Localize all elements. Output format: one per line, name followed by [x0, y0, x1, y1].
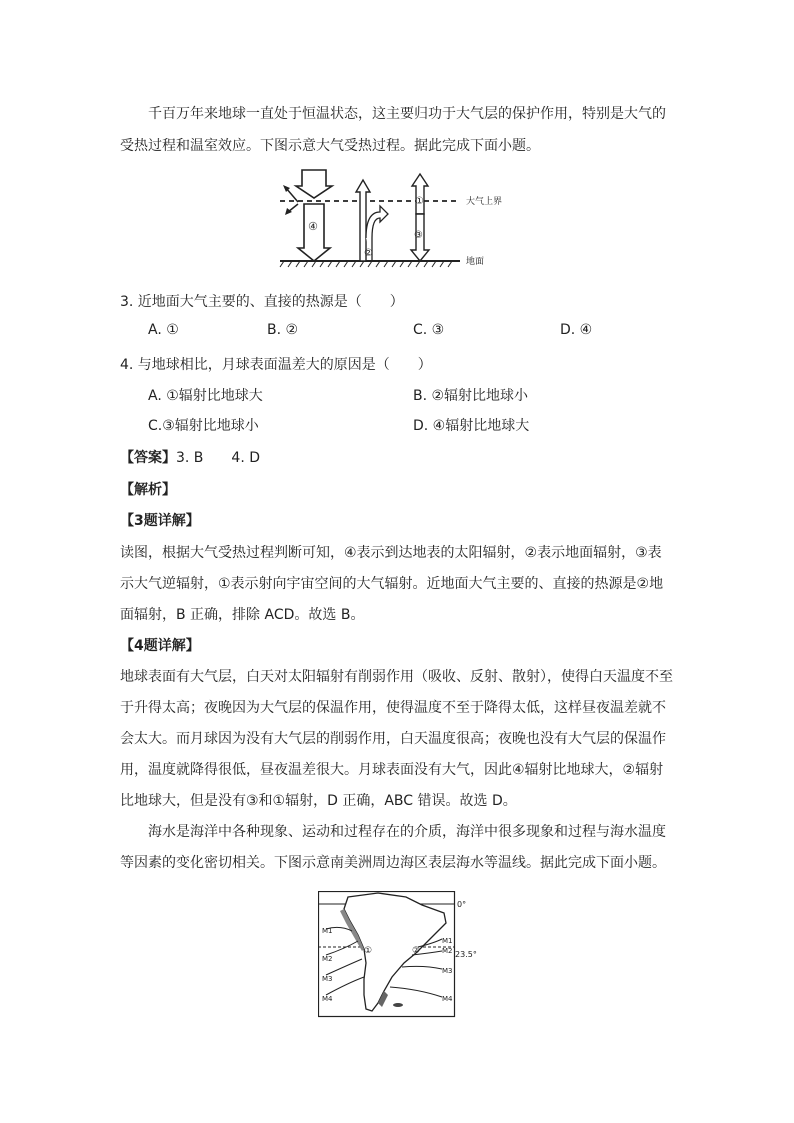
q3-detail-label: 【3题详解】 [120, 513, 200, 529]
isotherm-right-label-m1: M1 [442, 937, 453, 945]
q4-option-c: C.③辐射比地球小 [148, 418, 259, 434]
answer-line [120, 447, 260, 467]
q3-detail-line-1: 读图，根据大气受热过程判断可知，④表示到达地表的太阳辐射，②表示地面辐射，③表 [120, 545, 662, 561]
q3-stem: 3. 近地面大气主要的、直接的热源是（ ） [120, 294, 404, 310]
q4-detail-line-2: 于升得太高；夜晚因为大气层的保温作用，使得温度不至于降得太低，这样昼夜温差就不 [120, 700, 666, 716]
isotherm-right-label-m2: M2 [442, 947, 453, 955]
atmospheric-heating-diagram [274, 168, 524, 270]
passage1-line-2: 受热过程和温室效应。下图示意大气受热过程。据此完成下面小题。 [120, 138, 540, 154]
isotherm-right-label-m3: M3 [442, 967, 453, 975]
tropic-label: 23.5° [455, 950, 477, 959]
arrow-2-label: ② [364, 248, 373, 259]
q4-detail-line-3: 会太大。而月球因为没有大气层的削弱作用，白天温度很高；夜晚也没有大气层的保温作 [120, 731, 666, 747]
q3-detail-line-2: 示大气逆辐射，①表示射向宇宙空间的大气辐射。近地面大气主要的、直接的热源是②地 [120, 576, 664, 592]
equator-label: 0° [457, 900, 467, 909]
isotherm-left-label-m2: M2 [322, 955, 333, 963]
incoming-solar-arrow-top [296, 170, 332, 198]
q4-option-d: D. ④辐射比地球大 [413, 418, 530, 434]
q4-stem: 4. 与地球相比，月球表面温差大的原因是（ ） [120, 357, 432, 373]
arrow-4-label: ④ [308, 220, 318, 233]
falkland-islands [393, 1003, 403, 1007]
answer-text: 3. B 4. D [176, 450, 260, 466]
q3-option-a: A. ① [148, 322, 179, 338]
q4-detail-line-1: 地球表面有大气层，白天对太阳辐射有削弱作用（吸收、反射、散射），使得白天温度不至 [120, 669, 673, 685]
q3-option-d: D. ④ [560, 322, 593, 338]
isotherm-right-label-m4: M4 [442, 995, 453, 1003]
q3-option-c: C. ③ [413, 322, 445, 338]
q4-detail-line-5: 比地球大，但是没有③和①辐射，D 正确，ABC 错误。故选 D。 [120, 793, 517, 809]
passage2-line-1: 海水是海洋中各种现象、运动和过程存在的介质，海洋中很多现象和过程与海水温度 [148, 824, 666, 840]
south-america-isotherm-map [318, 891, 478, 1019]
marker-2: ② [412, 946, 421, 956]
ground-label: 地面 [466, 257, 485, 267]
arrow-3-label: ③ [414, 230, 423, 241]
q4-detail-label: 【4题详解】 [120, 638, 200, 654]
q4-option-b: B. ②辐射比地球小 [413, 388, 529, 404]
answer-label: 【答案】 [120, 450, 176, 466]
isotherm-left-label-m4: M4 [322, 995, 333, 1003]
q3-detail-line-3: 面辐射，B 正确，排除 ACD。故选 B。 [120, 607, 365, 623]
q4-option-a: A. ①辐射比地球大 [148, 388, 263, 404]
passage2-line-2: 等因素的变化密切相关。下图示意南美洲周边海区表层海水等温线。据此完成下面小题。 [120, 855, 666, 871]
passage1-line-1: 千百万年来地球一直处于恒温状态，这主要归功于大气层的保护作用，特别是大气的 [148, 106, 666, 122]
q3-option-b: B. ② [267, 322, 299, 338]
arrow-1-atmospheric-radiation [412, 174, 428, 214]
isotherm-left-label-m1: M1 [322, 927, 333, 935]
marker-1: ① [364, 946, 373, 956]
isotherm-left-label-m3: M3 [322, 975, 333, 983]
arrow-1-label: ① [415, 196, 424, 207]
top-boundary-label: 大气上界 [466, 197, 503, 207]
analysis-label: 【解析】 [120, 482, 176, 498]
q4-detail-line-4: 用，温度就降得很低，昼夜温差很大。月球表面没有大气，因此④辐射比地球大，②辐射 [120, 762, 664, 778]
